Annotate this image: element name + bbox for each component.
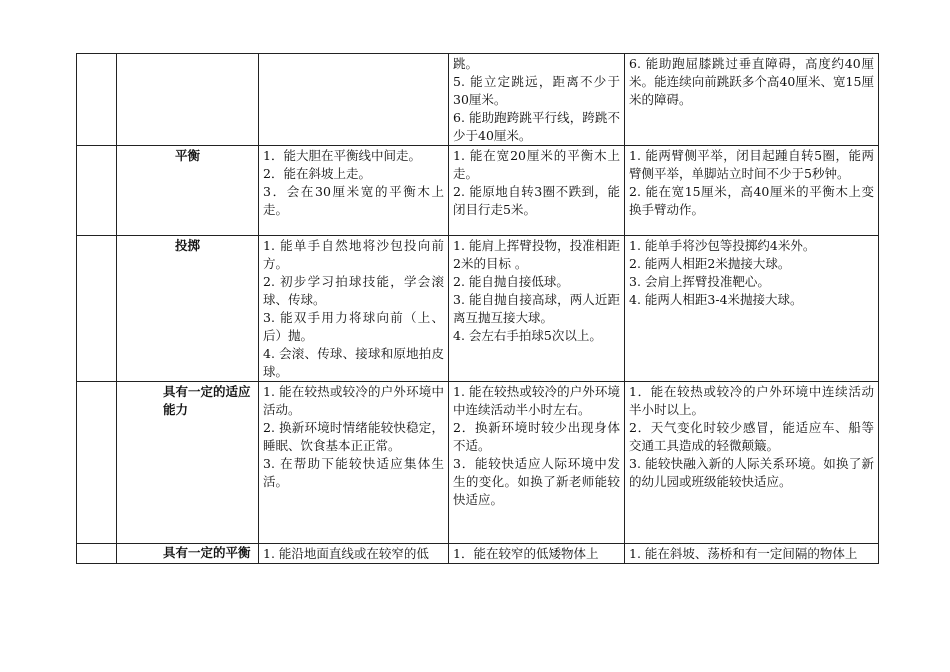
cell-text: 1. 能单手自然地将沙包投向前方。 2. 初步学习拍球技能，学会滚球、传球。 3. 能双手用力将球向前（上、后）抛。 4. 会滚、传球、接球和原地拍皮球。 (263, 238, 444, 379)
cell-text: 1．能大胆在平衡线中间走。 2．能在斜坡上走。 3．会在30厘米宽的平衡木上走。 (263, 148, 444, 217)
table-row (77, 544, 879, 564)
row-label: 具有一定的平衡 (117, 544, 259, 564)
age-3-4-cell (259, 382, 449, 544)
age-5-6-cell (625, 54, 879, 146)
age-4-5-cell (449, 382, 625, 544)
row-label: 平衡 (117, 146, 259, 236)
cell-text: 6. 能助跑屈膝跳过垂直障碍，高度约40厘米。能连续向前跳跃多个高40厘米、宽15厘米的障碍。 (629, 56, 874, 107)
cell-text: 1. 能在宽20厘米的平衡木上走。 2. 能原地自转3圈不跌到，能闭目行走5米。 (453, 148, 620, 217)
cell-text: 1. 能单手将沙包等投掷约4米外。 2. 能两人相距2米抛接大球。 3. 会肩上挥臂投准靶心。 4. 能两人相距3-4米抛接大球。 (629, 238, 816, 307)
cell-text: 1. 能在斜坡、荡桥和有一定间隔的物体上 (629, 546, 858, 561)
age-3-4-cell (259, 54, 449, 146)
age-5-6-cell (625, 236, 879, 382)
cell-text: 1．能在较热或较冷的户外环境中连续活动半小时以上。 2．天气变化时较少感冒，能适应车、船等交通工具造成的轻微颠簸。 3. 能较快融入新的人际关系环境。如换了新的幼儿园或班级能较快适应。 (629, 384, 874, 489)
age-4-5-cell (449, 236, 625, 382)
cell-text: 1. 能在较热或较冷的户外环境中活动。 2. 换新环境时情绪能较快稳定，睡眠、饮食基本正正常。 3. 在帮助下能较快适应集体生活。 (263, 384, 444, 489)
domain-cell (77, 236, 117, 382)
age-5-6-cell (625, 382, 879, 544)
domain-cell (77, 146, 117, 236)
cell-text: 跳。 5. 能立定跳远，距离不少于30厘米。 6. 能助跑跨跳平行线，跨跳不少于40厘米。 (453, 56, 620, 143)
age-3-4-cell (259, 236, 449, 382)
age-4-5-cell (449, 146, 625, 236)
domain-cell (77, 544, 117, 564)
cell-text: 1. 能肩上挥臂投物，投准相距2米的目标 。 2. 能自抛自接低球。 3. 能自抛自接高球，两人近距离互抛互接大球。 4. 会左右手拍球5次以上。 (453, 238, 620, 343)
standards-table (76, 53, 879, 564)
domain-cell (77, 382, 117, 544)
table-row (77, 382, 879, 544)
age-3-4-cell (259, 544, 449, 564)
age-5-6-cell (625, 146, 879, 236)
age-4-5-cell (449, 544, 625, 564)
age-5-6-cell (625, 544, 879, 564)
cell-text: 1. 能两臂侧平举，闭目起踵自转5圈，能两臂侧平举，单脚站立时间不少于5秒钟。 2. 能在宽15厘米，高40厘米的平衡木上变换手臂动作。 (629, 148, 874, 217)
table-row (77, 54, 879, 146)
table-row (77, 146, 879, 236)
row-label (117, 54, 259, 146)
domain-cell (77, 54, 117, 146)
row-label: 投掷 (117, 236, 259, 382)
row-label: 具有一定的适应能力 (117, 382, 259, 544)
cell-text: 1. 能沿地面直线或在较窄的低 (263, 546, 429, 561)
age-4-5-cell (449, 54, 625, 146)
age-3-4-cell (259, 146, 449, 236)
table-row (77, 236, 879, 382)
cell-text: 1. 能在较热或较冷的户外环境中连续活动半小时左右。 2．换新环境时较少出现身体不适。 3．能较快适应人际环境中发生的变化。如换了新老师能较快适应。 (453, 384, 620, 507)
cell-text: 1．能在较窄的低矮物体上 (453, 546, 599, 561)
